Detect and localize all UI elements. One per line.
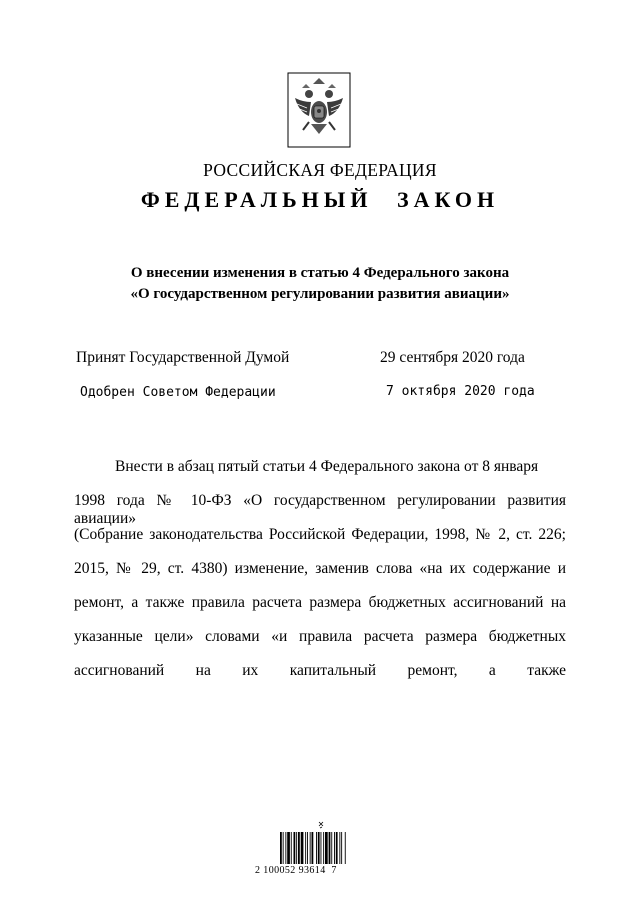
body-line: указанные цели» словами «и правила расчета размера бюджетных — [74, 628, 566, 645]
duma-date: 29 сентября 2020 года — [380, 349, 525, 366]
body-line: Внести в абзац пятый статьи 4 Федерального закона от 8 января — [115, 458, 539, 475]
body-line: 1998 года № 10-ФЗ «О государственном регулировании развития авиации» — [74, 492, 566, 527]
body-line: ремонт, а также правила расчета размера бюджетных ассигнований на — [74, 594, 566, 611]
body-line: 2015, № 29, ст. 4380) изменение, заменив слова «на их содержание и — [74, 560, 566, 577]
body-line: (Собрание законодательства Российской Федерации, 1998, № 2, ст. 226; — [74, 526, 566, 543]
law-title-line-2: «О государственном регулировании развития авиации» — [130, 286, 510, 302]
body-line: ассигнований на их капитальный ремонт, а также — [74, 662, 566, 679]
country-title: РОССИЙСКАЯ ФЕДЕРАЦИЯ — [203, 160, 437, 180]
council-label: Одобрен Советом Федерации — [80, 385, 276, 400]
law-title-line-1: О внесении изменения в статью 4 Федерального закона — [130, 265, 510, 281]
barcode-number: 2 100052 93614 7 — [255, 865, 337, 876]
coat-of-arms-icon — [287, 72, 351, 148]
duma-label: Принят Государственной Думой — [76, 349, 290, 366]
council-date: 7 октября 2020 года — [386, 384, 535, 399]
document-type: ФЕДЕРАЛЬНЫЙ ЗАКОН — [140, 187, 500, 212]
